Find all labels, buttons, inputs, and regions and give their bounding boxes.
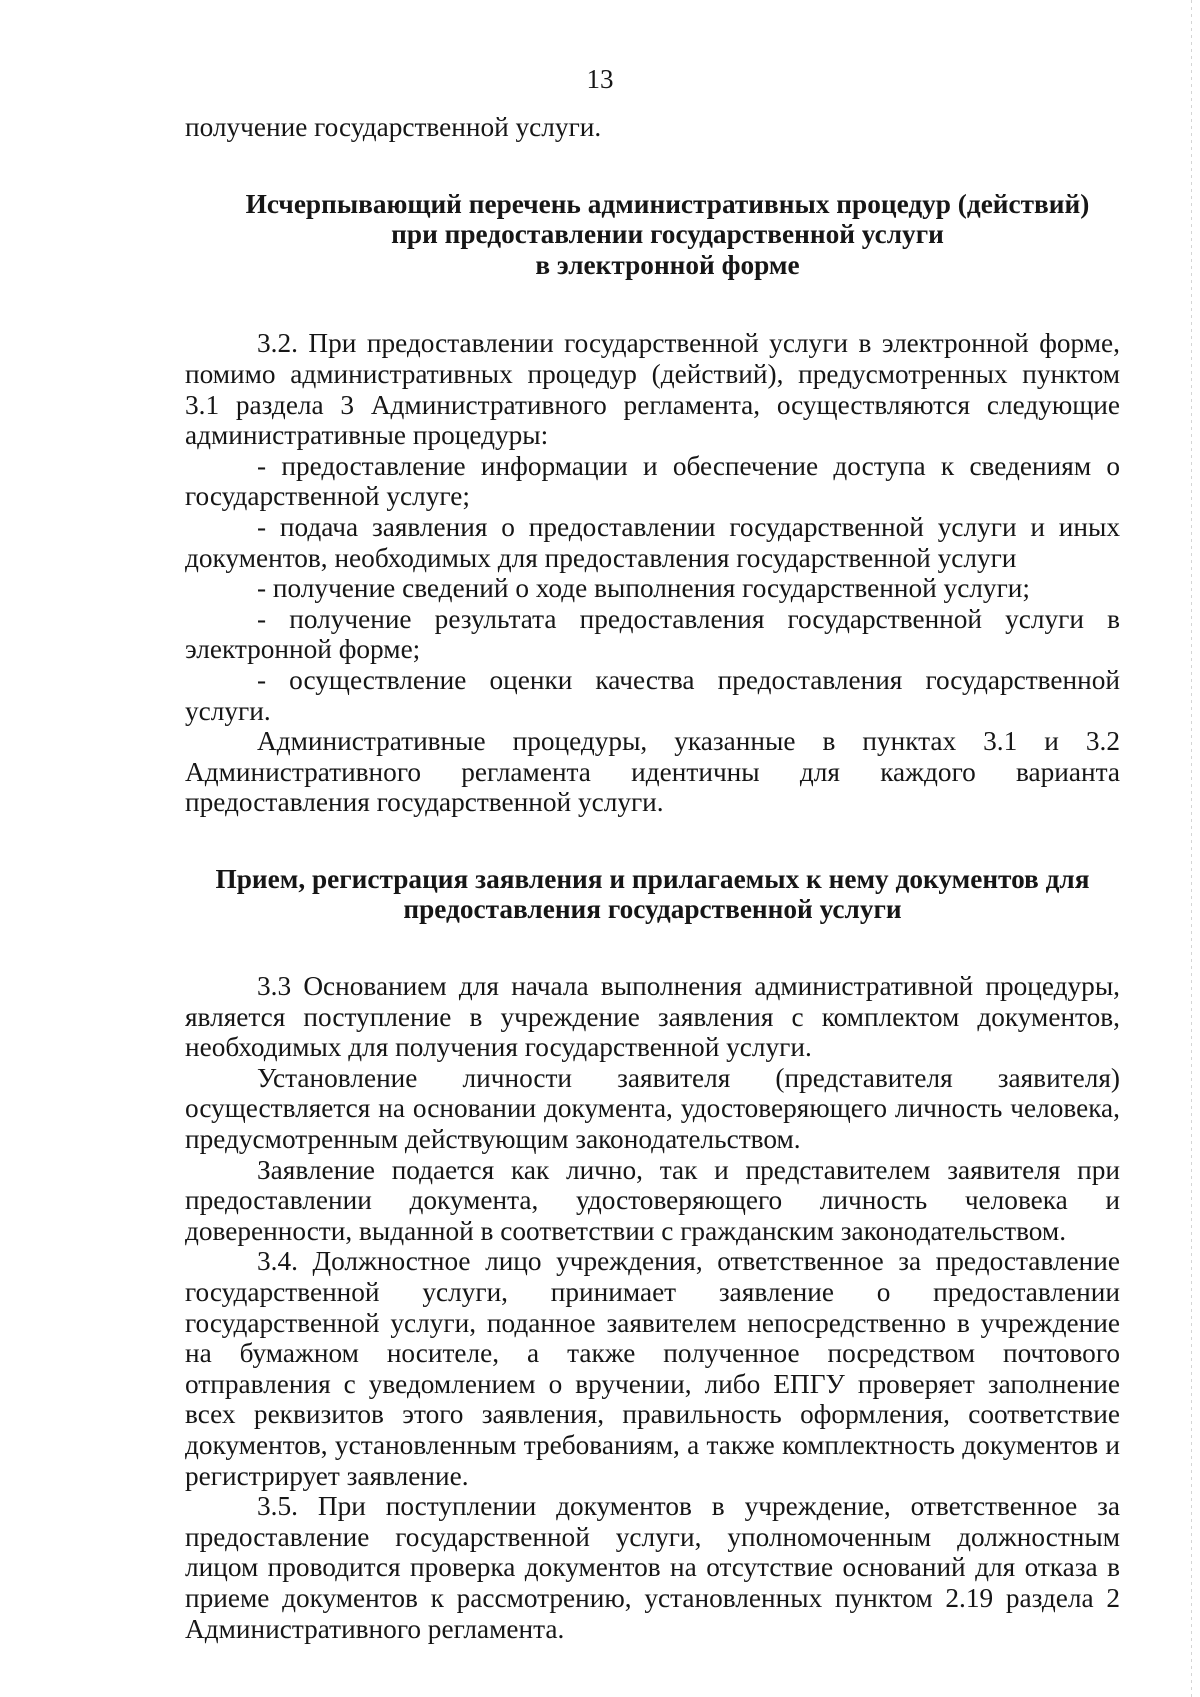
list-item-application-submission: - подача заявления о предоставлении государственной услуги и иных документов, необходимых для предоставления государственной услуги [185,511,1120,573]
section-heading-application-registration [185,864,1120,925]
list-item-quality-assessment: - осуществление оценки качества предоставления государственной услуги. [185,664,1120,726]
heading-line: Исчерпывающий перечень административных процедур (действий) [245,188,1090,219]
section-heading-electronic-procedures [185,189,1120,281]
paragraph-procedures-identical: Административные процедуры, указанные в пунктах 3.1 и 3.2 Административного регламента идентичны для каждого варианта предоставления государственной услуги. [185,726,1120,818]
scan-edge-line [1191,0,1192,1697]
paragraph-3-3: 3.3 Основанием для начала выполнения административной процедуры, является поступление в учреждение заявления с комплектом документов, необходимых для получения государственной услуги. [185,971,1120,1063]
page-number: 13 [586,64,614,94]
paragraph-identity-verification: Установление личности заявителя (представителя заявителя) осуществляется на основании документа, удостоверяющего личность человека, предусмотренным действующим законодательством. [185,1062,1120,1155]
list-item-information-access: - предоставление информации и обеспечение доступа к сведениям о государственной услуге; [185,450,1120,512]
list-item-result-receipt: - получение результата предоставления государственной услуги в электронной форме; [185,603,1120,665]
heading-line: в электронной форме [535,249,800,280]
document-body [185,112,1120,1644]
paragraph-application-submission: Заявление подается как лично, так и представителем заявителя при предоставлении документа, удостоверяющего личность человека и доверенности, выданной в соответствии с гражданским законодательством. [185,1154,1120,1246]
list-item-progress-info: - получение сведений о ходе выполнения государственной услуги; [257,573,1030,604]
paragraph-3-2: 3.2. При предоставлении государственной услуги в электронной форме, помимо административных процедур (действий), предусмотренных пунктом 3.1 раздела 3 Административного регламента, осуществляются следующие административные процедуры: [185,328,1120,451]
heading-line: Прием, регистрация заявления и прилагаемых к нему документов для [215,863,1090,894]
heading-line: при предоставлении государственной услуги [391,219,944,250]
heading-line: предоставления государственной услуги [403,894,902,925]
paragraph-3-4: 3.4. Должностное лицо учреждения, ответственное за предоставление государственной услуги, принимает заявление о предоставлении государственной услуги, поданное заявителем непосредственно в учреждение на бумажном носителе, а также полученное посредством почтового отправления с уведомлением о вручении, либо ЕПГУ проверяет заполнение всех реквизитов этого заявления, правильность оформления, соответствие документов, установленным требованиям, а также комплектность документов и регистрирует заявление. [185,1246,1120,1491]
paragraph-3-5: 3.5. При поступлении документов в учреждение, ответственное за предоставление государственной услуги, уполномоченным должностным лицом проводится проверка документов на отсутствие оснований для отказа в приеме документов к рассмотрению, установленных пунктом 2.19 раздела 2 Административного регламента. [185,1491,1120,1644]
intro-text: получение государственной услуги. [185,112,602,142]
